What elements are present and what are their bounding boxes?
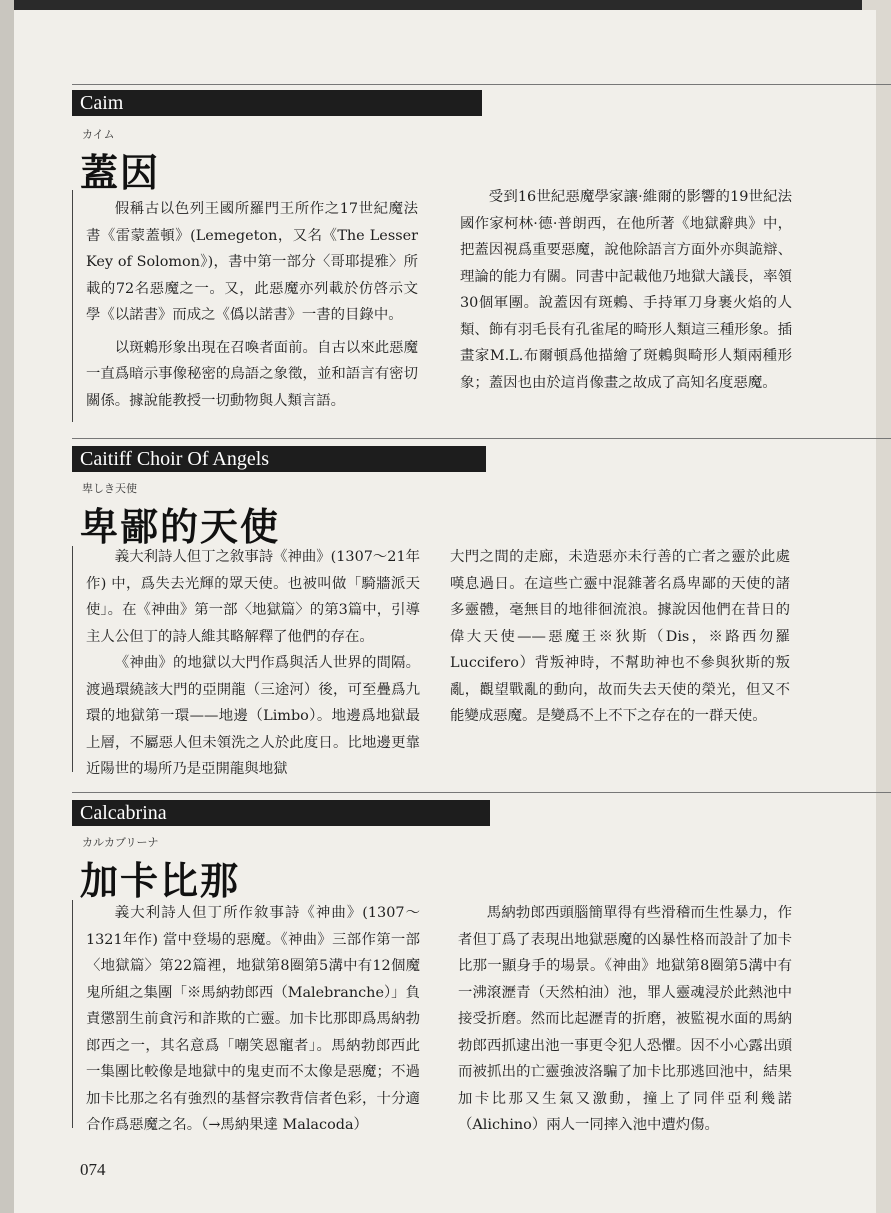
entry-caitiff-choir: [72, 446, 891, 776]
paragraph: 《神曲》的地獄以大門作爲與活人世界的間隔。渡過環繞該大門的亞開龍（三途河）後，可至疊爲九環的地獄第一環——地邊（Limbo）。地邊爲地獄最上層，不屬惡人但未領洗之人於此度日。比地邊更靠近陽世的場所乃是亞開龍與地獄: [86, 655, 420, 777]
entry-headword: 蓋因: [80, 151, 161, 195]
paragraph: 馬納勃郎西頭腦簡單得有些滑稽而生性暴力，作者但丁爲了表現出地獄惡魔的凶暴性格而設計了加卡比那一顯身手的場景。《神曲》地獄第8圈第5溝中有一沸滾瀝青（天然柏油）池，罪人靈魂浸於此熱池中接受折磨。然而比起瀝青的折磨，被監視水面的馬納勃郎西抓逮出池一事更令犯人恐懼。因不小心露出頭而被抓出的亡靈強波洛騙了加卡比那逃回池中，結果加卡比那又生氣又激動，撞上了同伴亞利幾諾（Alichino）兩人一同摔入池中遭灼傷。: [458, 905, 792, 1133]
entry-headword: 卑鄙的天使: [80, 505, 281, 549]
page-number: 074: [80, 1160, 106, 1179]
entry-reading: 卑しき天使: [82, 482, 137, 495]
entry-divider: [72, 438, 891, 439]
page-top-shadow: [0, 0, 891, 10]
paragraph: 大門之間的走廊，未造惡亦未行善的亡者之靈於此處嘆息過日。在這些亡靈中混雜著名爲卑鄙的天使的諸多靈體，毫無目的地徘徊流浪。據說因他們在昔日的偉大天使——惡魔王※狄斯（Dis，※路西勿羅 Luccifero）背叛神時，不幫助神也不參與狄斯的叛亂，觀望戰亂的動向，故而失去天使的榮光，但又不能變成惡魔。是變爲不上不下之存在的一群天使。: [450, 549, 790, 724]
entry-left-column: [86, 544, 420, 783]
entry-left-column: [86, 196, 418, 414]
entry-divider: [72, 84, 891, 85]
entry-divider: [72, 792, 891, 793]
entry-left-column: [86, 900, 420, 1139]
entry-latin-title: Caitiff Choir Of Angels: [72, 446, 486, 472]
entry-calcabrina: [72, 800, 891, 1135]
entry-reading: カイム: [82, 128, 115, 141]
entry-caim: [72, 90, 891, 430]
column-rule: [72, 546, 73, 772]
paragraph: 義大利詩人但丁之敘事詩《神曲》(1307～21年作) 中，爲失去光輝的眾天使。也被叫做「騎牆派天使」。在《神曲》第一部〈地獄篇〉的第3篇中，引導主人公但丁的詩人維其略解釋了他們的存在。: [86, 549, 420, 645]
paragraph: 義大利詩人但丁所作敘事詩《神曲》(1307～1321年作) 當中登場的惡魔。《神曲》三部作第一部〈地獄篇〉第22篇裡，地獄第8圈第5溝中有12個魔鬼所組之集團「※馬納勃郎西（Malebranche）」負責懲罰生前貪污和詐欺的亡靈。加卡比那即爲馬納勃郎西之一，其名意爲「嘲笑恩寵者」。馬納勃郎西此一集團比較像是地獄中的鬼吏而不太像是惡魔；不過加卡比那之名有強烈的基督宗教背信者色彩，十分適合作爲惡魔之名。（→馬納果達 Malacoda）: [86, 905, 420, 1133]
paragraph: 以斑鶇形象出現在召喚者面前。自古以來此惡魔一直爲暗示事像秘密的鳥語之象徵，並和語言有密切關係。據說能教授一切動物與人類言語。: [86, 339, 418, 409]
entry-latin-title: Caim: [72, 90, 482, 116]
entry-headword: 加卡比那: [80, 859, 241, 903]
book-gutter: [0, 0, 14, 1213]
column-rule: [72, 190, 73, 422]
column-rule: [72, 900, 73, 1128]
paragraph: 假稱古以色列王國所羅門王所作之17世紀魔法書《雷蒙蓋頓》(Lemegeton，又名《The Lesser Key of Solomon》)，書中第一部分〈哥耶提雅〉所載的72名惡魔之一。又，此惡魔亦列載於仿啓示文學《以諾書》而成之《僞以諾書》一書的目錄中。: [86, 201, 418, 323]
entry-right-column: [458, 900, 792, 1139]
entry-latin-title: Calcabrina: [72, 800, 490, 826]
entry-reading: カルカブリーナ: [82, 836, 159, 849]
entry-right-column: [460, 184, 792, 396]
entry-right-column: [450, 544, 790, 730]
paragraph: 受到16世紀惡魔學家讓·維爾的影響的19世紀法國作家柯林·德·普朗西，在他所著《地獄辭典》中，把蓋因視爲重要惡魔，說他除語言方面外亦與詭辯、理論的能力有關。同書中記載他乃地獄大議長，率領30個軍團。說蓋因有斑鶇、手持軍刀身裹火焰的人類、飾有羽毛長有孔雀尾的畸形人類這三種形象。插畫家M.L.布爾頓爲他描繪了斑鶇與畸形人類兩種形象；蓋因也由於這肖像畫之故成了高知名度惡魔。: [460, 189, 792, 391]
